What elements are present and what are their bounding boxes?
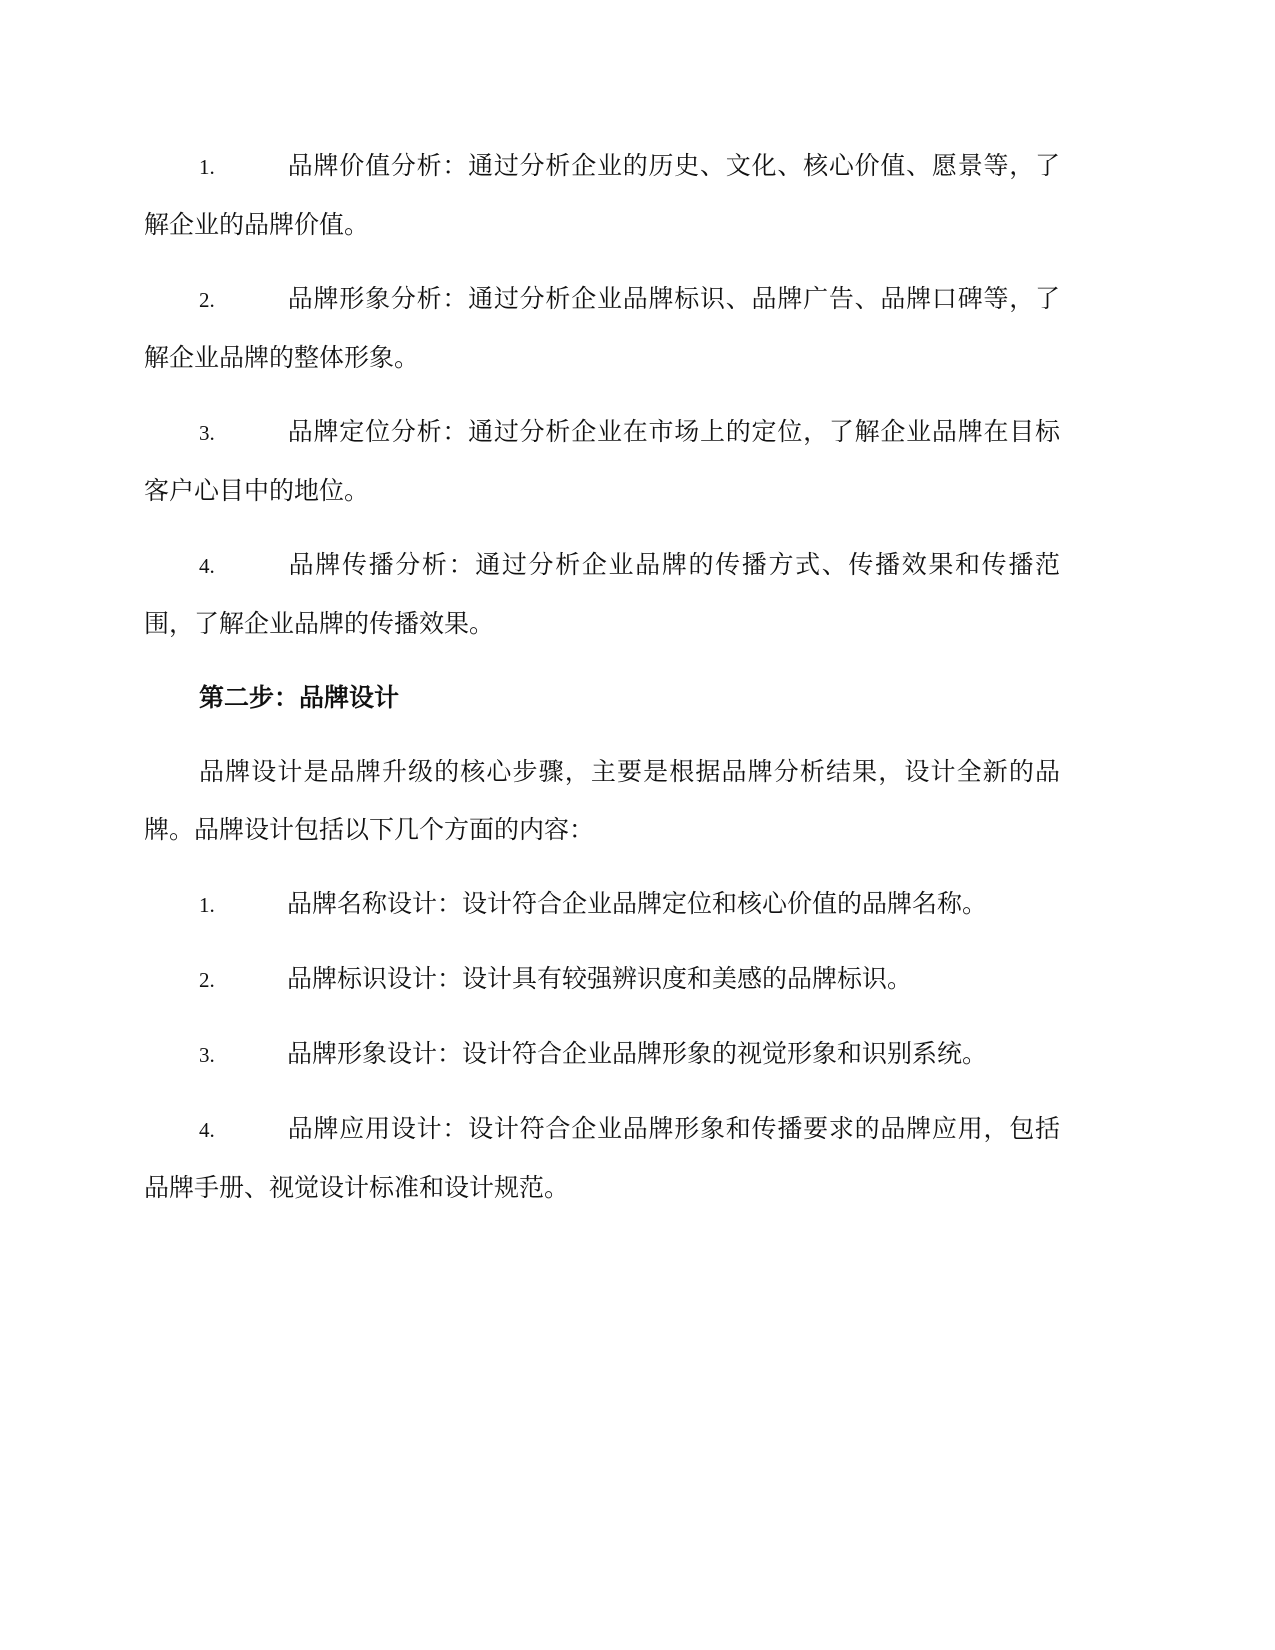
design-item-3: [144, 1025, 1060, 1084]
document-body: [144, 137, 1060, 1233]
list-number: 1.: [199, 893, 215, 917]
list-text: 品牌形象分析：通过分析企业品牌标识、品牌广告、品牌口碑等，了解企业品牌的整体形象。: [144, 284, 1060, 372]
list-number: 4.: [199, 554, 215, 578]
section-heading: 第二步：品牌设计: [199, 683, 400, 712]
list-number: 1.: [199, 155, 215, 179]
list-number: 2.: [199, 968, 215, 992]
list-number: 2.: [199, 288, 215, 312]
analysis-item-4: [144, 536, 1060, 653]
analysis-item-2: [144, 270, 1060, 387]
list-number: 3.: [199, 1043, 215, 1067]
design-item-2: [144, 950, 1060, 1009]
list-text: 品牌传播分析：通过分析企业品牌的传播方式、传播效果和传播范围，了解企业品牌的传播效果。: [144, 550, 1060, 638]
list-text: 品牌定位分析：通过分析企业在市场上的定位，了解企业品牌在目标客户心目中的地位。: [144, 417, 1060, 505]
list-text: 品牌标识设计：设计具有较强辨识度和美感的品牌标识。: [287, 964, 913, 993]
design-item-4: [144, 1100, 1060, 1217]
list-text: 品牌应用设计：设计符合企业品牌形象和传播要求的品牌应用，包括品牌手册、视觉设计标准和设计规范。: [144, 1114, 1060, 1202]
section-intro: 品牌设计是品牌升级的核心步骤，主要是根据品牌分析结果，设计全新的品牌。品牌设计包括以下几个方面的内容：: [144, 757, 1060, 844]
list-text: 品牌形象设计：设计符合企业品牌形象的视觉形象和识别系统。: [287, 1039, 988, 1068]
list-text: 品牌名称设计：设计符合企业品牌定位和核心价值的品牌名称。: [287, 889, 988, 918]
design-item-1: [144, 875, 1060, 934]
list-text: 品牌价值分析：通过分析企业的历史、文化、核心价值、愿景等，了解企业的品牌价值。: [144, 151, 1060, 239]
analysis-item-3: [144, 403, 1060, 520]
list-number: 4.: [199, 1118, 215, 1142]
list-number: 3.: [199, 421, 215, 445]
analysis-item-1: [144, 137, 1060, 254]
